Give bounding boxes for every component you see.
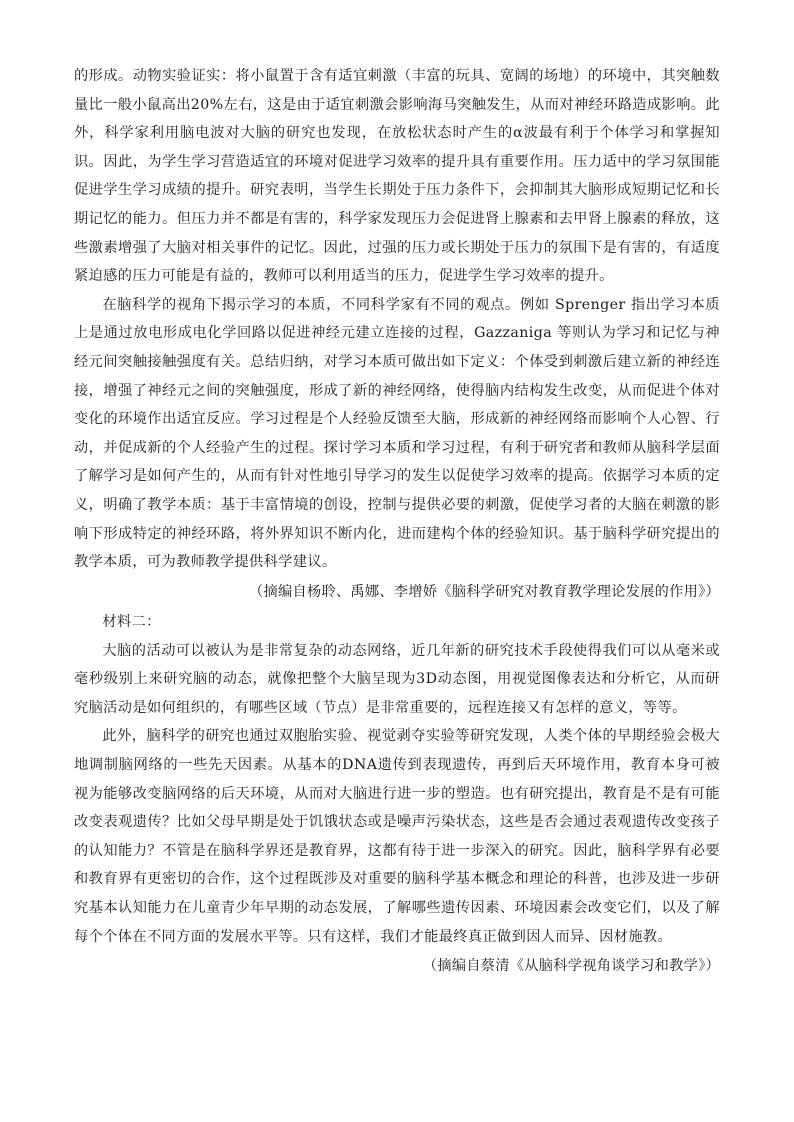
document-page [74,62,720,981]
material2-paragraph-2: 此外，脑科学的研究也通过双胞胎实验、视觉剥夺实验等研究发现，人类个体的早期经验会极大地调制脑网络的一些先天因素。从基本的DNA遗传到表现遗传，再到后天环境作用，教育本身可被视为能够改变脑网络的后天环境，从而对大脑进行进一步的塑造。也有研究提出，教育是不是有可能改变表观遗传？比如父母早期是处于饥饿状态或是噪声污染状态，这些是否会通过表观遗传改变孩子的认知能力？不管是在脑科学界还是教育界，这都有待于进一步深入的研究。因此，脑科学界有必要和教育界有更密切的合作，这个过程既涉及对重要的脑科学基本概念和理论的科普，也涉及进一步研究基本认知能力在儿童青少年早期的动态发展，了解哪些遗传因素、环境因素会改变它们，以及了解每个个体在不同方面的发展水平等。只有这样，我们才能最终真正做到因人而异、因材施教。 [74,728,720,945]
material1-source: （摘编自杨聆、禹娜、李增娇《脑科学研究对教育教学理论发展的作用》） [249,583,720,600]
material1-paragraph-2: 在脑科学的视角下揭示学习的本质，不同科学家有不同的观点。例如 Sprenger 指出学习本质上是通过放电形成电化学回路以促进神经元建立连接的过程，Gazzaniga 等则认为学习和记忆与神经元间突触接触强度有关。总结归纳，对学习本质可做出如下定义：个体受到刺激后建立新的神经连接，增强了神经元之间的突触强度，形成了新的神经网络，使得脑内结构发生改变，从而促进个体对变化的环境作出适宜反应。学习过程是个人经验反馈至大脑，形成新的神经网络而影响个人心智、行动，并促成新的个人经验产生的过程。探讨学习本质和学习过程，有利于研究者和教师从脑科学层面了解学习是如何产生的，从而有针对性地引导学习的发生以促使学习效率的提高。依据学习本质的定义，明确了教学本质：基于丰富情境的创设，控制与提供必要的刺激，促使学习者的大脑在刺激的影响下形成特定的神经环路，将外界知识不断内化，进而建构个体的经验知识。基于脑科学研究提出的教学本质，可为教师教学提供科学建议。 [74,296,720,571]
material2-paragraph-1: 大脑的活动可以被认为是非常复杂的动态网络，近几年新的研究技术手段使得我们可以从毫米或毫秒级别上来研究脑的动态，就像把整个大脑呈现为3D动态图，用视觉图像表达和分析它，从而研究脑活动是如何组织的，有哪些区域（节点）是非常重要的，远程连接又有怎样的意义，等等。 [74,642,720,716]
material2-source: （摘编自蔡清《从脑科学视角谈学习和教学》） [422,958,720,975]
material1-paragraph-1: 的形成。动物实验证实：将小鼠置于含有适宜刺激（丰富的玩具、宽阔的场地）的环境中，其突触数量比一般小鼠高出20%左右，这是由于适宜刺激会影响海马突触发生，从而对神经环路造成影响。此外，科学家利用脑电波对大脑的研究也发现，在放松状态时产生的α波最有利于个体学习和掌握知识。因此，为学生学习营造适宜的环境对促进学习效率的提升具有重要作用。压力适中的学习氛围能促进学生学习成绩的提升。研究表明，当学生长期处于压力条件下，会抑制其大脑形成短期记忆和长期记忆的能力。但压力并不都是有害的，科学家发现压力会促进肾上腺素和去甲肾上腺素的释放，这些激素增强了大脑对相关事件的记忆。因此，过强的压力或长期处于压力的氛围下是有害的，有适度紧迫感的压力可能是有益的，教师可以利用适当的压力，促进学生学习效率的提升。 [74,68,720,285]
material2-label: 材料二： [102,613,161,630]
